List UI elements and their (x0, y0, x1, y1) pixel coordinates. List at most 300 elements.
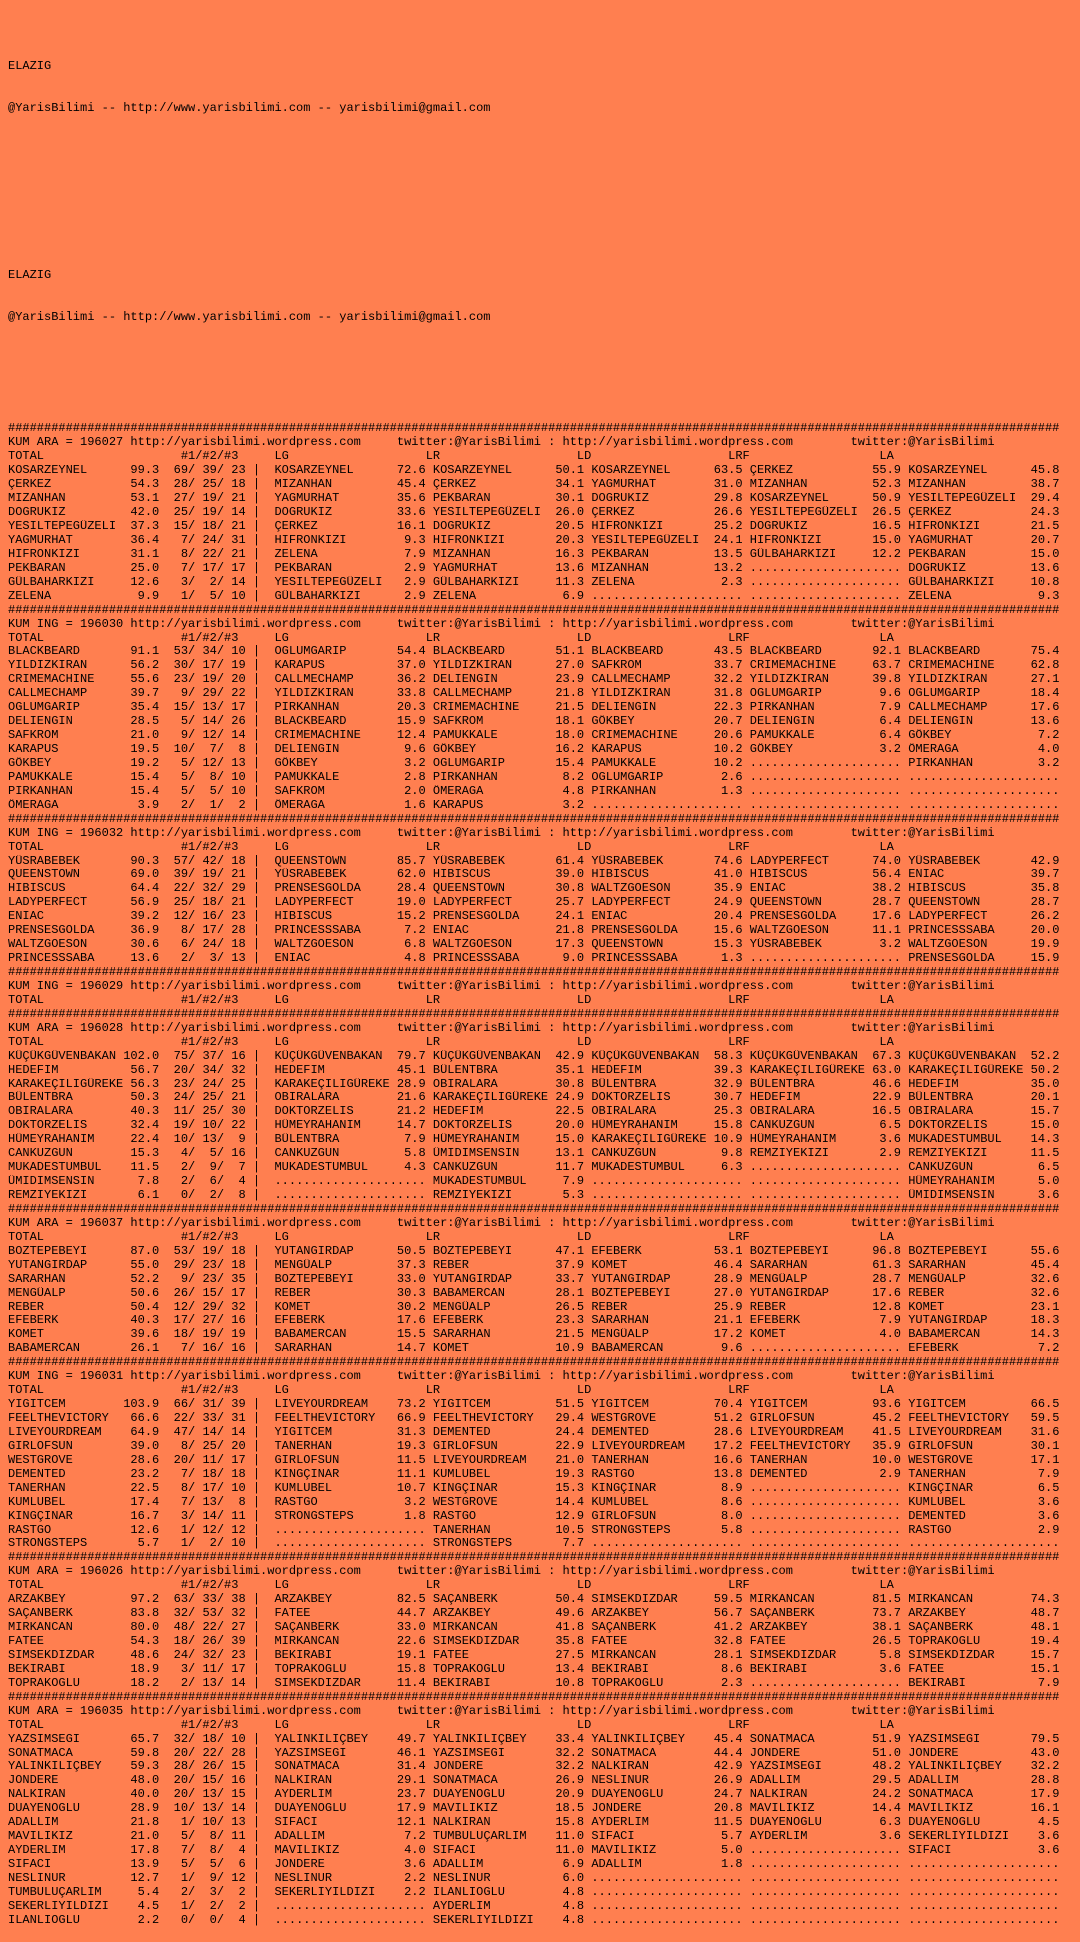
pipe-divider: | (252, 1537, 261, 1551)
runner-name: CRIMEMACHINE (274, 729, 390, 743)
runner-name: REMZIYEKIZI (908, 1147, 1024, 1161)
score-value: 15.9 (389, 715, 426, 729)
score-value: 50.1 (548, 464, 585, 478)
rank-counts: 5/ 8/ 10 (173, 770, 246, 784)
empty-slot: ..... (865, 1899, 902, 1913)
score-value: 32.2 (548, 1746, 585, 1760)
score-value: 56.4 (865, 868, 902, 882)
score-value: 7.9 (548, 1175, 585, 1189)
runner-name: DEMENTED (432, 1425, 549, 1439)
runner-name: MIRKANCAN (591, 1648, 707, 1662)
table-row (8, 1119, 1080, 1133)
score-value: 20.3 (389, 701, 426, 715)
table-row (8, 548, 1080, 562)
pipe-divider: | (252, 1342, 261, 1356)
runner-name: HIFRONKIZI (432, 533, 549, 547)
runner-name: BÜLENTBRA (591, 1077, 707, 1091)
score-value: 29.4 (1023, 492, 1060, 506)
empty-slot: ................ (749, 575, 865, 589)
runner-name: YAGMURHAT (908, 533, 1024, 547)
total-score: 39.2 (123, 910, 160, 924)
score-value: 23.1 (1023, 1300, 1060, 1314)
score-value: 1.3 (706, 784, 743, 798)
column-header-line (8, 1719, 1080, 1733)
score-value: 1.8 (706, 1858, 743, 1872)
score-value: 29.8 (706, 492, 743, 506)
pipe-divider: | (252, 1258, 261, 1272)
score-value: 35.6 (389, 492, 426, 506)
runner-name: HEDEFIM (432, 1105, 549, 1119)
score-value: 6.4 (865, 729, 902, 743)
twitter-link: twitter:@YarisBilimi : http://yarisbilimi.wordpress.com (396, 826, 793, 840)
empty-slot: ................ (591, 589, 707, 603)
rank-counts: 18/ 19/ 19 (173, 1328, 246, 1342)
pipe-divider: | (252, 1077, 261, 1091)
score-value: 12.9 (548, 1509, 585, 1523)
runner-name: GÜLBAHARKIZI (749, 547, 865, 561)
runner-name: DOKTORZELIS (591, 1091, 707, 1105)
runner-name: DUAYENOGLU (749, 1816, 865, 1830)
col-la: LA (879, 840, 894, 854)
score-value: 15.4 (548, 756, 585, 770)
runner-name: YAZSIMSEGI (908, 1732, 1024, 1746)
pipe-divider: | (252, 561, 261, 575)
score-value: 37.0 (389, 659, 426, 673)
runner-name: TANERHAN (274, 1439, 390, 1453)
pipe-divider: | (252, 520, 261, 534)
runner-name: MUKADESTUMBUL (8, 1161, 124, 1175)
runner-name: HÜMEYRAHANIM (908, 1175, 1024, 1189)
runner-name: ÜMIDIMSENSIN (8, 1175, 124, 1189)
pipe-divider: | (252, 1189, 261, 1203)
col-total: TOTAL (8, 1035, 181, 1049)
empty-slot: ................ (749, 1913, 865, 1927)
runner-name: HEDEFIM (8, 1063, 124, 1077)
runner-name: YILDIZKIRAN (432, 659, 549, 673)
runner-name: YIGITCEM (749, 1398, 865, 1412)
runner-name: YALINKILIÇBEY (432, 1732, 549, 1746)
runner-name: DUAYENOGLU (8, 1802, 124, 1816)
runner-name: YAGMURHAT (8, 533, 124, 547)
total-score: 53.1 (123, 492, 160, 506)
pipe-divider: | (252, 1300, 261, 1314)
score-value: 41.5 (865, 1425, 902, 1439)
runner-name: SONATMACA (8, 1746, 124, 1760)
score-value: 50.4 (548, 1593, 585, 1607)
col-lr: LR (425, 631, 577, 645)
runner-name: TOPRAKOGLU (274, 1662, 390, 1676)
score-value: 30.3 (389, 1286, 426, 1300)
runner-name: GÖKBEY (8, 756, 124, 770)
runner-name: SARARHAN (8, 1272, 124, 1286)
score-value: 6.5 (865, 1119, 902, 1133)
score-value: 10.2 (706, 756, 743, 770)
rank-counts: 10/ 7/ 8 (173, 743, 246, 757)
total-score: 26.1 (123, 1342, 160, 1356)
total-score: 25.0 (123, 561, 160, 575)
score-value: 5.0 (1023, 1175, 1060, 1189)
runner-name: CANKUZGUN (8, 1147, 124, 1161)
runner-name: YILDIZKIRAN (749, 673, 865, 687)
runner-name: KINGÇINAR (908, 1481, 1024, 1495)
score-value: 33.0 (389, 1621, 426, 1635)
score-value: 45.1 (389, 1063, 426, 1077)
runner-name: TOPRAKOGLU (908, 1635, 1024, 1649)
total-score: 37.3 (123, 520, 160, 534)
rank-counts: 18/ 26/ 39 (173, 1635, 246, 1649)
race-title-line (8, 827, 1080, 841)
runner-name: MENGÜALP (432, 1300, 549, 1314)
score-value: 10.8 (548, 1676, 585, 1690)
score-value: 4.8 (548, 1899, 585, 1913)
col-total: TOTAL (8, 450, 181, 464)
score-value: 10.5 (548, 1523, 585, 1537)
score-value: 6.3 (706, 1161, 743, 1175)
pipe-divider: | (252, 589, 261, 603)
rank-counts: 0/ 2/ 8 (173, 1189, 246, 1203)
score-value: 5.8 (706, 1523, 743, 1537)
col-lr: LR (425, 1718, 577, 1732)
score-value: 7.9 (389, 547, 426, 561)
twitter-handle: twitter:@YarisBilimi (850, 1370, 995, 1384)
score-value: 2.9 (865, 1467, 902, 1481)
score-value: 43.5 (706, 645, 743, 659)
empty-slot: ..... (865, 1523, 902, 1537)
runner-name: MIZANHAN (274, 478, 390, 492)
empty-slot: ................ (908, 1913, 1024, 1927)
race-title-line (8, 1370, 1080, 1384)
column-header-line (8, 1384, 1080, 1398)
runner-name: ÇERKEZ (432, 478, 549, 492)
score-value: 7.9 (865, 701, 902, 715)
pipe-divider: | (252, 645, 261, 659)
score-value: 26.9 (548, 1774, 585, 1788)
runner-name: REBER (8, 1300, 124, 1314)
runner-name: FATEE (274, 1607, 390, 1621)
table-row (8, 1175, 1080, 1189)
score-value: 51.1 (548, 645, 585, 659)
score-value: 24.1 (706, 533, 743, 547)
runner-name: HÜMEYRAHANIM (8, 1133, 124, 1147)
score-value: 52.3 (865, 478, 902, 492)
total-score: 22.4 (123, 1133, 160, 1147)
empty-slot: ................ (274, 1913, 390, 1927)
score-value: 25.3 (706, 1105, 743, 1119)
score-value: 33.0 (389, 1272, 426, 1286)
rank-counts: 23/ 19/ 20 (173, 673, 246, 687)
runner-name: DELIENGIN (591, 701, 707, 715)
total-score: 11.5 (123, 1161, 160, 1175)
twitter-link: twitter:@YarisBilimi : http://yarisbilimi.wordpress.com (396, 1216, 793, 1230)
runner-name: TOPRAKOGLU (8, 1676, 124, 1690)
total-score: 15.4 (123, 784, 160, 798)
score-value: 28.9 (706, 1272, 743, 1286)
race-title-line (8, 1022, 1080, 1036)
score-value: 19.4 (1023, 1635, 1060, 1649)
col-ranks: #1/#2/#3 (180, 1230, 275, 1244)
separator-line: ################################################################################################################################################## (8, 1356, 1060, 1370)
total-score: 99.3 (123, 464, 160, 478)
runner-name: WESTGROVE (432, 1495, 549, 1509)
rank-counts: 69/ 39/ 23 (173, 464, 246, 478)
runner-name: KARAPUS (274, 659, 390, 673)
runner-name: PIRKANHAN (274, 701, 390, 715)
pipe-divider: | (252, 784, 261, 798)
empty-slot: ..... (706, 798, 743, 812)
col-lg: LG (274, 993, 426, 1007)
runner-name: YUTANGIRDAP (749, 1286, 865, 1300)
empty-slot: ................ (749, 589, 865, 603)
contact-line: @YarisBilimi -- http://www.yarisbilimi.com -- yarisbilimi@gmail.com (8, 310, 491, 324)
runner-name: PEKBARAN (8, 561, 124, 575)
rank-counts: 3/ 11/ 17 (173, 1662, 246, 1676)
table-row (8, 1802, 1080, 1816)
runner-name: HIFRONKIZI (749, 533, 865, 547)
score-value: 37.9 (548, 1258, 585, 1272)
score-value: 10.7 (389, 1481, 426, 1495)
score-value: 14.7 (389, 1119, 426, 1133)
total-score: 18.2 (123, 1676, 160, 1690)
score-value: 14.3 (1023, 1328, 1060, 1342)
empty-slot: ................ (749, 1161, 865, 1175)
rank-counts: 6/ 24/ 18 (173, 938, 246, 952)
score-value: 32.6 (1023, 1286, 1060, 1300)
runner-name: CALLMECHAMP (432, 687, 549, 701)
score-value: 16.1 (1023, 1802, 1060, 1816)
score-value: 21.8 (548, 924, 585, 938)
runner-name: TUMBULUÇARLIM (8, 1885, 124, 1899)
runner-name: BEKIRABI (908, 1676, 1024, 1690)
col-ld: LD (576, 450, 729, 464)
runner-name: YAZSIMSEGI (274, 1746, 390, 1760)
score-value: 2.8 (389, 770, 426, 784)
score-value: 29.5 (865, 1774, 902, 1788)
table-row (8, 1496, 1080, 1510)
score-value: 21.8 (548, 687, 585, 701)
score-value: 32.2 (1023, 1760, 1060, 1774)
total-score: 48.0 (123, 1774, 160, 1788)
total-score: 102.0 (123, 1049, 160, 1063)
score-value: 27.0 (548, 659, 585, 673)
runner-name: STRONGSTEPS (274, 1509, 390, 1523)
empty-slot: ..... (706, 1885, 743, 1899)
score-value: 79.5 (1023, 1732, 1060, 1746)
runner-name: HIBISCUS (274, 910, 390, 924)
empty-slot: ................ (749, 1871, 865, 1885)
score-value: 15.0 (865, 533, 902, 547)
score-value: 15.5 (389, 1328, 426, 1342)
score-value: 23.3 (548, 1314, 585, 1328)
empty-slot: ................ (591, 1537, 707, 1551)
score-value: 30.8 (548, 1077, 585, 1091)
empty-slot: ..... (389, 1175, 426, 1189)
pipe-divider: | (252, 464, 261, 478)
runner-name: HIFRONKIZI (908, 520, 1024, 534)
score-value: 6.9 (548, 589, 585, 603)
runner-name: KARAKEÇILIGÜREKE (908, 1063, 1024, 1077)
col-lr: LR (425, 450, 577, 464)
empty-slot: ................ (749, 1676, 865, 1690)
column-header-line (8, 994, 1080, 1008)
rank-counts: 26/ 15/ 17 (173, 1286, 246, 1300)
col-lrf: LRF (728, 1718, 880, 1732)
score-value: 5.8 (865, 1648, 902, 1662)
runner-name: GÖKBEY (908, 729, 1024, 743)
pipe-divider: | (252, 1607, 261, 1621)
score-value: 46.6 (865, 1077, 902, 1091)
total-score: 48.6 (123, 1648, 160, 1662)
rank-counts: 20/ 15/ 16 (173, 1774, 246, 1788)
table-row (8, 1091, 1080, 1105)
rank-counts: 75/ 37/ 16 (173, 1049, 246, 1063)
runner-name: DELIENGIN (274, 743, 390, 757)
runner-name: ÖMERAGA (432, 784, 549, 798)
runner-name: FATEE (432, 1648, 549, 1662)
empty-slot: ................ (908, 1899, 1024, 1913)
score-value: 23.9 (548, 673, 585, 687)
score-value: 32.9 (706, 1077, 743, 1091)
total-score: 21.0 (123, 729, 160, 743)
score-value: 17.1 (1023, 1453, 1060, 1467)
pipe-divider: | (252, 729, 261, 743)
score-value: 41.8 (548, 1621, 585, 1635)
score-value: 4.5 (1023, 1816, 1060, 1830)
runner-name: CALLMECHAMP (908, 701, 1024, 715)
rank-counts: 17/ 27/ 16 (173, 1314, 246, 1328)
table-row (8, 1189, 1080, 1203)
table-row (8, 464, 1080, 478)
score-value: 7.2 (389, 924, 426, 938)
runner-name: FEELTHEVICTORY (8, 1412, 124, 1426)
score-value: 51.2 (706, 1412, 743, 1426)
runner-name: LIVEYOURDREAM (908, 1425, 1024, 1439)
empty-slot: ..... (706, 1899, 743, 1913)
runner-name: CALLMECHAMP (591, 673, 707, 687)
runner-name: EFEBERK (274, 1314, 390, 1328)
runner-name: SEKERLIYILDIZI (432, 1913, 549, 1927)
column-header-line (8, 1036, 1080, 1050)
race-title-line (8, 1705, 1080, 1719)
table-row (8, 1105, 1080, 1119)
table-row (8, 1649, 1080, 1663)
rank-counts: 7/ 16/ 16 (173, 1342, 246, 1356)
table-row (8, 673, 1080, 687)
pipe-divider: | (252, 1314, 261, 1328)
empty-slot: ................ (749, 1537, 865, 1551)
empty-slot: ..... (865, 1175, 902, 1189)
runner-name: CALLMECHAMP (274, 673, 390, 687)
table-row (8, 1663, 1080, 1677)
site-link: http://yarisbilimi.wordpress.com (130, 979, 361, 993)
runner-name: BEKIRABI (8, 1662, 124, 1676)
rank-counts: 29/ 23/ 18 (173, 1258, 246, 1272)
total-score: 4.5 (123, 1899, 160, 1913)
score-value: 18.0 (548, 729, 585, 743)
pipe-divider: | (252, 1175, 261, 1189)
total-score: 9.9 (123, 589, 160, 603)
runner-name: PEKBARAN (591, 547, 707, 561)
runner-name: ADALLIM (749, 1774, 865, 1788)
score-value: 45.2 (865, 1412, 902, 1426)
runner-name: YESILTEPEGÜZELI (8, 520, 124, 534)
rank-counts: 22/ 33/ 31 (173, 1412, 246, 1426)
rank-counts: 1/ 12/ 12 (173, 1523, 246, 1537)
runner-name: YIGITCEM (591, 1398, 707, 1412)
runner-name: BÜLENTBRA (908, 1091, 1024, 1105)
runner-name: KÜÇÜKGÜVENBAKAN (274, 1049, 390, 1063)
score-value: 21.1 (706, 1314, 743, 1328)
score-value: 20.9 (548, 1788, 585, 1802)
rank-counts: 10/ 13/ 9 (173, 1133, 246, 1147)
score-value: 73.2 (389, 1398, 426, 1412)
score-value: 28.7 (1023, 896, 1060, 910)
col-lg: LG (274, 1035, 426, 1049)
runner-name: GÖKBEY (749, 743, 865, 757)
empty-slot: ..... (389, 1899, 426, 1913)
score-value: 38.7 (1023, 478, 1060, 492)
runner-name: YÜSRABEBEK (8, 854, 124, 868)
runner-name: PRINCESSSABA (8, 952, 124, 966)
table-row (8, 1621, 1080, 1635)
col-total: TOTAL (8, 1230, 181, 1244)
runner-name: GÖKBEY (591, 715, 707, 729)
score-value: 6.3 (865, 1816, 902, 1830)
score-value: 51.0 (865, 1746, 902, 1760)
runner-name: ÜMIDIMSENSIN (908, 1189, 1024, 1203)
runner-name: YAGMURHAT (591, 478, 707, 492)
score-value: 19.3 (548, 1467, 585, 1481)
pipe-divider: | (252, 1732, 261, 1746)
runner-name: BEKIRABI (591, 1662, 707, 1676)
score-value: 13.6 (1023, 715, 1060, 729)
rank-counts: 53/ 34/ 10 (173, 645, 246, 659)
col-lr: LR (425, 840, 577, 854)
runner-name: BOZTEPEBEYI (432, 1244, 549, 1258)
col-lrf: LRF (728, 1230, 880, 1244)
runner-name: DOKTORZELIS (274, 1105, 390, 1119)
runner-name: RASTGO (274, 1495, 390, 1509)
runner-name: PRENSESGOLDA (8, 924, 124, 938)
column-header-line (8, 632, 1080, 646)
runner-name: ÇERKEZ (908, 506, 1024, 520)
rank-counts: 7/ 24/ 31 (173, 533, 246, 547)
score-value: 26.0 (548, 506, 585, 520)
empty-slot: ..... (865, 1885, 902, 1899)
score-value: 63.0 (865, 1063, 902, 1077)
rank-counts: 39/ 19/ 21 (173, 868, 246, 882)
pipe-divider: | (252, 798, 261, 812)
runner-name: DOGRUKIZ (749, 520, 865, 534)
score-value: 28.1 (706, 1648, 743, 1662)
col-ld: LD (576, 993, 729, 1007)
total-score: 55.0 (123, 1258, 160, 1272)
runner-name: PRENSESGOLDA (908, 952, 1024, 966)
twitter-handle: twitter:@YarisBilimi (850, 436, 995, 450)
runner-name: KARAPUS (8, 743, 124, 757)
table-row (8, 1760, 1080, 1774)
col-la: LA (879, 1579, 894, 1593)
runner-name: ÇERKEZ (749, 464, 865, 478)
separator-line: ################################################################################################################################################## (8, 1007, 1060, 1021)
score-value: 3.2 (389, 1495, 426, 1509)
race-section (8, 1551, 1080, 1690)
runner-name: GÜLBAHARKIZI (432, 575, 549, 589)
empty-slot: ..... (865, 1871, 902, 1885)
score-value: 6.4 (865, 715, 902, 729)
runner-name: CRIMEMACHINE (749, 659, 865, 673)
col-ld: LD (576, 1035, 729, 1049)
runner-name: ÇERKEZ (274, 520, 390, 534)
